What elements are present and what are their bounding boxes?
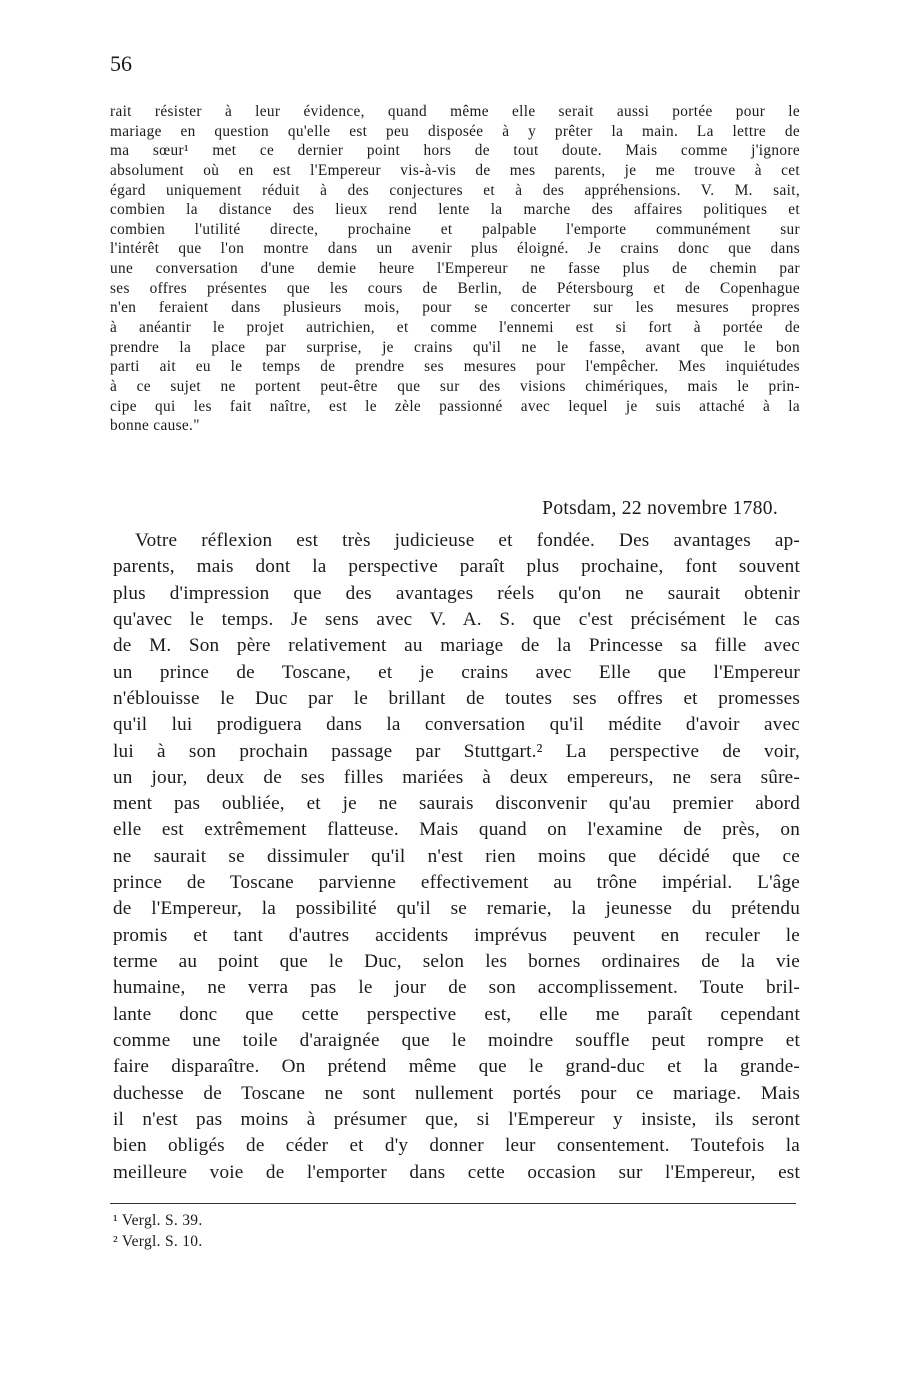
quote-line: une conversation d'une demie heure l'Empereur ne fasse plus de chemin par — [110, 260, 800, 278]
letter-line: meilleure voie de l'emporter dans cette occasion sur l'Empereur, est — [113, 1161, 800, 1183]
letter-line: n'éblouisse le Duc par le brillant de toutes ses offres et promesses — [113, 687, 800, 709]
letter-line: lante donc que cette perspective est, elle me paraît cependant — [113, 1003, 800, 1025]
letter-line: prince de Toscane parvienne effectivement au trône impérial. L'âge — [113, 872, 800, 894]
quote-line: combien l'utilité directe, prochaine et palpable l'emporte communément sur — [110, 220, 800, 238]
letter-line: terme au point que le Duc, selon les bornes ordinaires de la vie — [113, 951, 800, 972]
page-number: 56 — [110, 51, 132, 76]
quote-line: à ce sujet ne portent peut-être que sur des visions chimériques, mais le prin- — [110, 377, 800, 395]
footnote: ¹ Vergl. S. 39. — [113, 1212, 203, 1229]
letter-line: de l'Empereur, la possibilité qu'il se remarie, la jeunesse du prétendu — [113, 898, 800, 920]
quoted-letter-excerpt — [110, 102, 800, 436]
letter-line: humaine, ne verra pas le jour de son accomplissement. Toute bril- — [113, 977, 800, 999]
letter-line: qu'il lui prodiguera dans la conversation qu'il médite d'avoir avec — [113, 714, 800, 736]
letter-line: un jour, deux de ses filles mariées à deux empereurs, ne sera sûre- — [113, 766, 800, 788]
letter-line: duchesse de Toscane ne sont nullement portés pour ce mariage. Mais — [113, 1082, 800, 1104]
letter-line: Votre réflexion est très judicieuse et fondée. Des avantages ap- — [135, 530, 800, 551]
quote-line: prendre la place par surprise, je crains qu'il ne le fasse, avant que le bon — [110, 338, 800, 356]
quote-line: mariage en question qu'elle est peu disposée à y prêter la main. La lettre de — [110, 122, 800, 140]
letter-line: lui à son prochain passage par Stuttgart.² La perspective de voir, — [113, 740, 800, 762]
quote-line: absolument où en est l'Empereur vis-à-vis de mes parents, je me trouve à cet — [110, 161, 800, 179]
letter-line: il n'est pas moins à présumer que, si l'Empereur y insiste, ils seront — [113, 1108, 800, 1130]
quote-line: à anéantir le projet autrichien, et comme l'ennemi est si fort à portée de — [110, 319, 800, 337]
letter-line: de M. Son père relativement au mariage de la Princesse sa fille avec — [113, 635, 800, 657]
footnote: ² Vergl. S. 10. — [113, 1233, 203, 1250]
letter-line: plus d'impression que des avantages réels qu'on ne saurait obtenir — [113, 582, 800, 604]
quote-line: ma sœur¹ met ce dernier point hors de tout doute. Mais comme j'ignore — [110, 142, 800, 160]
letter-line: ne saurait se dissimuler qu'il n'est rien moins que décidé que ce — [113, 845, 800, 867]
quote-line: parti ait eu le temps de prendre ses mesures pour l'empêcher. Mes inquiétudes — [110, 358, 800, 376]
quote-line: n'en feraient dans plusieurs mois, pour se concerter sur les mesures propres — [110, 299, 800, 317]
quote-line: combien la distance des lieux rend lente la marche des affaires politiques et — [110, 201, 800, 219]
letter-dateline: Potsdam, 22 novembre 1780. — [542, 498, 778, 519]
letter-line: comme une toile d'araignée que le moindre souffle peut rompre et — [113, 1029, 800, 1051]
letter-line: faire disparaître. On prétend même que le grand-duc et la grande- — [113, 1056, 800, 1078]
quote-line: cipe qui les fait naître, est le zèle passionné avec lequel je suis attaché à la — [110, 397, 800, 415]
letter-line: un prince de Toscane, et je crains avec Elle que l'Empereur — [113, 661, 800, 683]
letter-line: qu'avec le temps. Je sens avec V. A. S. que c'est précisément le cas — [113, 608, 800, 630]
quote-line: l'intérêt que l'on montre dans un avenir plus éloigné. Je crains donc que dans — [110, 240, 800, 258]
quote-line: égard uniquement réduit à des conjectures et à des appréhensions. V. M. sait, — [110, 181, 800, 199]
footnotes — [113, 1210, 203, 1252]
quote-line: ses offres présentes que les cours de Berlin, de Pétersbourg et de Copenhague — [110, 279, 800, 297]
letter-line: elle est extrêmement flatteuse. Mais quand on l'examine de près, on — [113, 819, 800, 841]
quote-line: rait résister à leur évidence, quand même elle serait aussi portée pour le — [110, 103, 800, 120]
letter-line: promis et tant d'autres accidents imprévus peuvent en reculer le — [113, 924, 800, 946]
letter-line: bien obligés de céder et d'y donner leur consentement. Toutefois la — [113, 1135, 800, 1157]
footnote-divider — [110, 1203, 796, 1204]
quote-line: bonne cause." — [110, 417, 200, 435]
letter-line: ment pas oubliée, et je ne saurais disconvenir qu'au premier abord — [113, 793, 800, 815]
letter-line: parents, mais dont la perspective paraît plus prochaine, font souvent — [113, 556, 800, 578]
letter-body — [113, 528, 800, 1186]
